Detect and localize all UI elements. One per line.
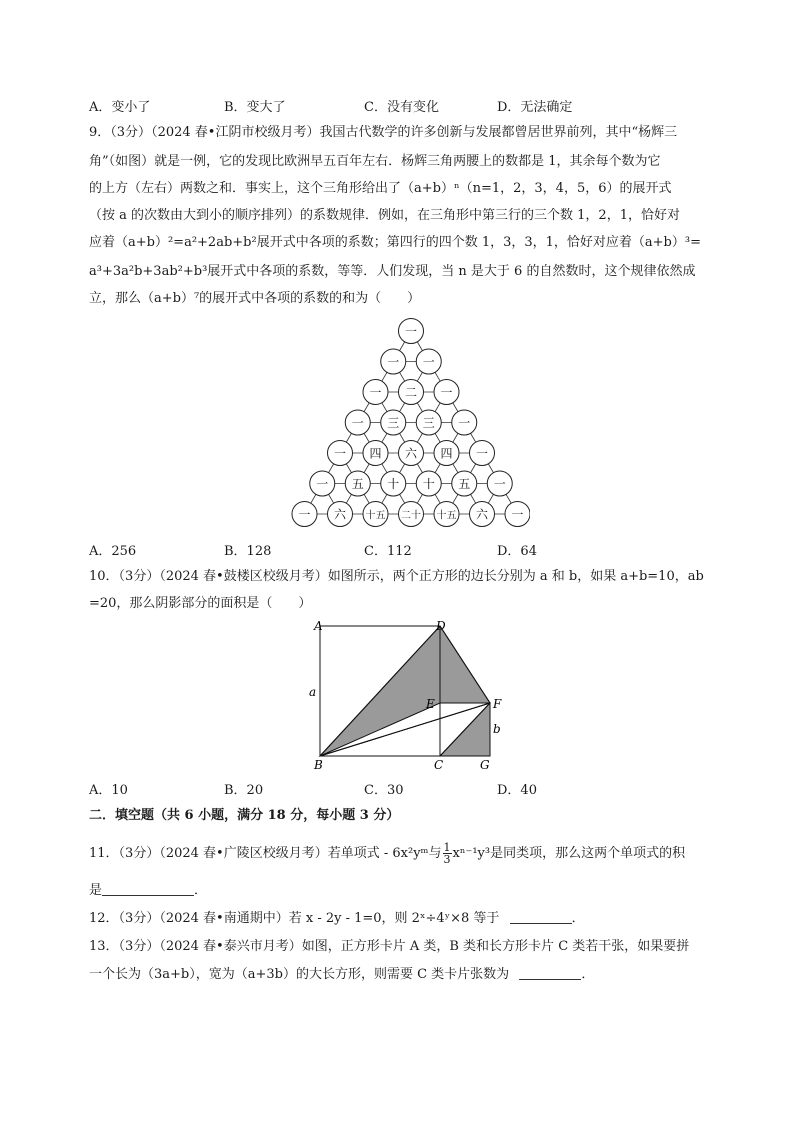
triangle-node-label: 一	[404, 324, 418, 339]
q11-frac-num: 1	[443, 841, 451, 854]
q13-text-2: 一个长为（3a+b），宽为（a+3b）的大长方形，则需要 C 类卡片张数为	[89, 967, 510, 982]
yanghui-triangle-figure	[280, 312, 530, 532]
q9-text-1: 我国古代数学的许多创新与发展都曾居世界前列，其中“杨辉三	[319, 125, 678, 140]
triangle-node-label: 六	[475, 507, 489, 522]
q11-line-2	[89, 882, 207, 900]
q13-end: ．	[581, 967, 595, 982]
q11-frac-den: 3	[443, 853, 451, 866]
q11-text-a: 若单项式 - 6x²yᵐ与	[327, 846, 442, 861]
q11-line-1	[89, 842, 685, 866]
triangle-node-label: 一	[493, 477, 506, 491]
label-g-point: G	[480, 758, 490, 772]
q12-text: 若 x - 2y - 1=0，则 2ˣ÷4ʸ×8 等于	[288, 911, 500, 926]
q8-option-d: D．无法确定	[497, 100, 573, 115]
q13-answer-blank[interactable]	[519, 967, 581, 980]
triangle-node-label: 一	[440, 385, 453, 400]
q9-option-b: B．128	[224, 544, 272, 559]
q9-line-1	[89, 124, 677, 142]
label-e-point: E	[426, 697, 435, 711]
q9-source: （2024 春•江阴市校级月考）	[151, 125, 320, 140]
label-f-point: F	[493, 697, 502, 711]
q10-score: （3分）	[118, 569, 160, 584]
q9-line-2: 角”（如图）就是一例，它的发现比欧洲早五百年左右．杨辉三角两腰上的数都是 1，其余每个数为它	[89, 154, 661, 169]
q11-fraction	[443, 842, 452, 865]
triangle-node-label: 一	[387, 355, 400, 369]
triangle-node-label: 十五	[436, 510, 457, 522]
q10-text-1: 如图所示，两个正方形的边长分别为 a 和 b，如果 a+b=10，ab	[327, 569, 704, 584]
two-squares-figure	[300, 614, 510, 774]
q13-line-1	[89, 938, 689, 956]
triangle-node-label: 二十	[401, 510, 421, 522]
triangle-node-label: 四	[369, 446, 382, 461]
triangle-node-label: 五	[458, 477, 471, 491]
q8-option-b: B．变大了	[224, 100, 286, 115]
q9-line-6: a³+3a²b+3ab²+b³展开式中各项的系数，等等．人们发现，当 n 是大于 6 的自然数时，这个规律依然成	[89, 264, 696, 279]
section-2-heading: 二．填空题（共 6 小题，满分 18 分，每小题 3 分）	[89, 808, 400, 823]
q10-option-b: B．20	[224, 783, 264, 798]
q8-option-c: C．没有变化	[364, 100, 439, 115]
triangle-node-label: 一	[316, 477, 329, 491]
q10-line-1	[89, 568, 704, 586]
triangle-node-label: 三	[422, 416, 435, 430]
label-a-side: a	[309, 685, 317, 699]
q10-option-d: D．40	[497, 783, 537, 798]
q11-source: （2024 春•广陵区校级月考）	[159, 846, 328, 861]
q9-line-3: 的上方（左右）两数之和．事实上，这个三角形给出了（a+b）ⁿ（n=1，2，3，4，5，6）的展开式	[89, 181, 672, 196]
q13-number: 13．	[89, 939, 119, 954]
q9-option-a: A．256	[89, 544, 137, 559]
q9-option-c: C．112	[364, 544, 412, 559]
q8-option-a: A．变小了	[89, 100, 151, 115]
q9-line-7: 立，那么（a+b）⁷的展开式中各项的系数的和为（ ）	[89, 291, 421, 306]
triangle-node-label: 一	[369, 385, 382, 400]
triangle-node-label: 六	[333, 507, 347, 522]
triangle-node-label: 三	[387, 416, 400, 430]
q13-line-2	[89, 966, 594, 984]
q10-option-c: C．30	[364, 783, 404, 798]
triangle-node-label: 十	[422, 477, 435, 491]
triangle-node-label: 一	[458, 416, 471, 430]
q12-score: （3分）	[118, 911, 160, 926]
q13-text-1: 如图，正方形卡片 A 类，B 类和长方形卡片 C 类若干张，如果要拼	[301, 939, 690, 954]
triangle-node-label: 一	[511, 507, 524, 522]
q12-answer-blank[interactable]	[510, 911, 572, 924]
q11-text-is: 是	[89, 883, 103, 898]
triangle-node-label: 六	[404, 446, 418, 461]
q9-line-5: 应着（a+b）²=a²+2ab+b²展开式中各项的系数；第四行的四个数 1，3，3，1，恰好对应着（a+b）³=	[89, 235, 701, 250]
q10-option-a: A．10	[89, 783, 128, 798]
q13-source: （2024 春•泰兴市月考）	[159, 939, 302, 954]
triangle-node-label: 一	[422, 355, 435, 369]
q11-score: （3分）	[118, 846, 160, 861]
q13-score: （3分）	[118, 939, 160, 954]
q9-option-d: D．64	[497, 544, 537, 559]
q9-number: 9．	[89, 125, 111, 140]
triangle-node-label: 四	[440, 446, 453, 461]
q12-source: （2024 春•南通期中）	[159, 911, 289, 926]
q10-number: 10．	[89, 569, 119, 584]
label-a-point: A	[314, 619, 323, 633]
triangle-node-label: 一	[475, 446, 489, 461]
q11-text-b: xⁿ⁻¹y³是同类项，那么这两个单项式的积	[452, 846, 686, 861]
triangle-node-label: 十	[387, 477, 400, 491]
label-c-point: C	[434, 758, 444, 772]
triangle-node-label: 一	[298, 507, 311, 522]
q11-number: 11．	[89, 846, 119, 861]
q12-number: 12．	[89, 911, 119, 926]
label-b-side: b	[493, 722, 501, 736]
triangle-node-label: 一	[333, 446, 347, 461]
q12-end: ．	[571, 911, 585, 926]
q10-line-2: =20，那么阴影部分的面积是（ ）	[89, 596, 312, 611]
q10-source: （2024 春•鼓楼区校级月考）	[159, 569, 328, 584]
q12-line-1	[89, 910, 585, 928]
q11-answer-blank[interactable]	[102, 883, 194, 896]
q9-score: （3分）	[110, 125, 152, 140]
q11-end: ．	[194, 883, 208, 898]
triangle-node-label: 十五	[365, 510, 386, 522]
q9-line-4: （按 a 的次数由大到小的顺序排列）的系数规律．例如，在三角形中第三行的三个数 1，2，1，恰好对	[89, 208, 680, 223]
triangle-node-label: 五	[351, 477, 364, 491]
label-d-point: D	[436, 619, 446, 633]
label-b-point: B	[314, 758, 323, 772]
triangle-node-label: 二	[404, 385, 418, 400]
triangle-node-label: 一	[351, 416, 364, 430]
